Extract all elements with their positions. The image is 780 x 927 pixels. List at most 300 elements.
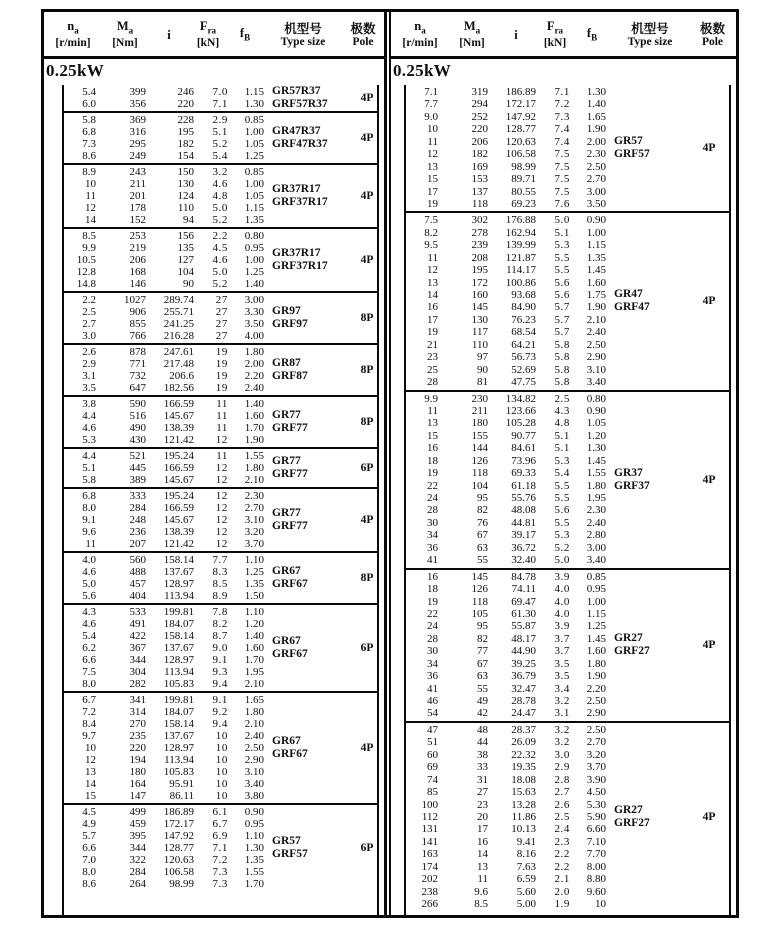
cell-ratio: 199.81 (163, 606, 194, 618)
cell-ratio: 139.99 (505, 239, 536, 252)
cell-service-factor: 1.05 (244, 138, 264, 150)
cell-output-speed: 4.9 (82, 818, 96, 830)
cell-torque: 137 (471, 185, 488, 198)
type-size-line1: GR67 (272, 565, 301, 577)
cell-radial-force: 5.5 (554, 492, 570, 504)
cell-ratio: 162.94 (505, 226, 536, 239)
cell-radial-force: 10 (215, 766, 228, 778)
cell-radial-force: 19 (215, 382, 228, 394)
cell-service-factor: 2.90 (244, 754, 264, 766)
spec-row (406, 351, 729, 363)
cell-ratio: 89.71 (511, 173, 536, 186)
cell-radial-force: 11 (216, 422, 228, 434)
spec-row (64, 370, 377, 382)
cell-torque: 284 (129, 866, 146, 878)
cell-radial-force: 7.5 (554, 160, 570, 173)
spec-rows (64, 806, 377, 890)
cell-radial-force: 7.0 (212, 86, 228, 98)
cell-radial-force: 5.6 (554, 289, 570, 301)
fb-subscript: B (591, 32, 598, 43)
cell-output-speed: 5.4 (82, 86, 96, 98)
cell-radial-force: 3.9 (554, 570, 570, 583)
cell-ratio: 44.90 (511, 645, 536, 658)
type-size-line1: GR77 (272, 409, 301, 421)
cell-output-speed: 14.8 (76, 278, 96, 290)
cell-torque: 126 (471, 454, 488, 467)
cell-torque: 445 (129, 462, 146, 474)
cell-output-speed: 202 (421, 873, 438, 886)
type-size-line1: GR57R37 (272, 85, 321, 97)
spec-row (64, 754, 377, 766)
spec-row (406, 98, 729, 110)
cell-torque: 105 (471, 607, 488, 620)
spec-row (64, 642, 377, 654)
pole-badge: 4P (360, 190, 374, 202)
col-header-torque (112, 20, 138, 51)
cell-service-factor: 1.20 (244, 618, 264, 630)
cell-ratio: 26.09 (511, 736, 536, 749)
spec-row (406, 467, 729, 479)
cell-ratio: 8.16 (516, 848, 536, 861)
cell-torque: 144 (471, 442, 488, 455)
cell-radial-force: 5.2 (212, 214, 228, 226)
spec-row (64, 230, 377, 242)
cell-radial-force: 5.0 (554, 554, 570, 567)
cell-output-speed: 28 (427, 632, 438, 645)
gear-spec-block (406, 392, 729, 570)
cell-ratio: 48.08 (511, 504, 536, 517)
cell-torque: 264 (129, 878, 146, 890)
cell-output-speed: 12 (85, 202, 96, 214)
cell-service-factor: 1.00 (244, 254, 264, 266)
cell-torque: 294 (471, 98, 488, 111)
cell-output-speed: 60 (427, 748, 438, 761)
cell-torque: 82 (477, 632, 488, 645)
cell-torque: 647 (129, 382, 146, 394)
cell-service-factor: 3.30 (244, 306, 264, 318)
gear-spec-block (64, 113, 377, 165)
cell-ratio: 195.24 (163, 490, 194, 502)
spec-row (406, 886, 729, 898)
cell-output-speed: 11 (427, 135, 438, 148)
cell-radial-force: 5.0 (554, 214, 570, 227)
cell-service-factor: 2.20 (586, 682, 606, 695)
gearmotor-spec-table (41, 9, 739, 918)
cell-ratio: 113.94 (164, 590, 194, 602)
cell-output-speed: 5.4 (82, 630, 96, 642)
cell-torque: 147 (129, 790, 146, 802)
half-divider (384, 12, 391, 915)
cell-torque: 389 (129, 474, 146, 486)
cell-ratio: 166.59 (163, 398, 194, 410)
cell-service-factor: 2.40 (244, 730, 264, 742)
cell-ratio: 113.94 (164, 666, 194, 678)
cell-radial-force: 3.2 (212, 166, 228, 178)
cell-ratio: 128.77 (505, 123, 536, 136)
cell-service-factor: 2.10 (244, 718, 264, 730)
cell-ratio: 39.25 (511, 657, 536, 670)
na-symbol: n (67, 18, 75, 33)
cell-torque: 31 (477, 773, 488, 786)
cell-ratio: 69.47 (511, 595, 536, 608)
cell-output-speed: 19 (427, 326, 438, 339)
spec-row (406, 873, 729, 885)
cell-service-factor: 1.45 (586, 264, 606, 277)
pole-badge: 4P (702, 142, 716, 155)
spec-row (64, 490, 377, 502)
spec-row (64, 878, 377, 890)
cell-service-factor: 1.90 (586, 301, 606, 314)
spec-row (406, 571, 729, 583)
cell-ratio: 55.76 (511, 492, 536, 504)
cell-torque: 590 (129, 398, 146, 410)
cell-torque: 211 (471, 404, 488, 417)
cell-torque: 145 (471, 301, 488, 314)
cell-torque: 95 (477, 620, 488, 633)
cell-ratio: 145.67 (163, 474, 194, 486)
cell-service-factor: 3.00 (586, 185, 606, 198)
spec-row (64, 514, 377, 526)
gear-spec-block (64, 605, 377, 693)
cell-service-factor: 1.60 (244, 642, 264, 654)
cell-service-factor: 6.60 (586, 823, 606, 836)
cell-service-factor: 1.15 (586, 607, 606, 620)
cell-radial-force: 7.5 (554, 148, 570, 161)
ma-symbol: M (116, 18, 129, 33)
cell-service-factor: 3.90 (586, 773, 606, 786)
cell-output-speed: 4.6 (82, 422, 96, 434)
cell-torque: 395 (129, 830, 146, 842)
cell-radial-force: 4.3 (554, 404, 570, 417)
cell-radial-force: 7.3 (212, 878, 228, 890)
cell-ratio: 135 (177, 242, 194, 254)
cell-ratio: 217.48 (163, 358, 194, 370)
cell-output-speed: 10.5 (76, 254, 96, 266)
cell-torque: 145 (471, 570, 488, 583)
cell-torque: 63 (477, 670, 488, 683)
cell-output-speed: 6.8 (82, 490, 96, 502)
cell-service-factor: 1.30 (244, 842, 264, 854)
cell-torque: 118 (471, 467, 488, 480)
cell-torque: 55 (477, 682, 488, 695)
cell-radial-force: 4.8 (554, 417, 570, 430)
spec-rows (406, 86, 729, 210)
cell-service-factor: 2.10 (244, 474, 264, 486)
cell-radial-force: 10 (215, 754, 228, 766)
spec-row (406, 455, 729, 467)
spec-row (64, 606, 377, 618)
cell-ratio: 28.78 (511, 695, 536, 707)
cell-output-speed: 34 (427, 529, 438, 542)
cell-torque: 14 (477, 848, 488, 861)
cell-output-speed: 8.0 (82, 678, 96, 690)
cell-service-factor: 1.75 (586, 289, 606, 301)
cell-torque: 67 (477, 657, 488, 670)
spec-row (406, 239, 729, 251)
spec-row (64, 730, 377, 742)
cell-service-factor: 3.50 (586, 197, 606, 210)
cell-radial-force: 8.5 (212, 578, 228, 590)
cell-output-speed: 12 (427, 264, 438, 277)
cell-radial-force: 2.8 (554, 773, 570, 786)
type-size-line2: GRF87 (272, 370, 308, 382)
type-size-label (272, 735, 308, 761)
spec-row (406, 542, 729, 554)
pole-en: Pole (352, 35, 374, 48)
cell-output-speed: 46 (427, 695, 438, 707)
cell-torque: 182 (471, 148, 488, 161)
cell-ratio: 6.59 (516, 873, 536, 886)
cell-service-factor: 2.20 (244, 370, 264, 382)
cell-output-speed: 9.9 (82, 242, 96, 254)
cell-output-speed: 8.6 (82, 150, 96, 162)
cell-ratio: 147.92 (163, 830, 194, 842)
spec-row (64, 330, 377, 342)
spec-row (406, 301, 729, 313)
cell-torque: 169 (471, 160, 488, 173)
cell-ratio: 19.35 (511, 761, 536, 774)
cell-radial-force: 5.0 (212, 202, 228, 214)
cell-ratio: 128.97 (163, 578, 194, 590)
cell-ratio: 86.11 (169, 790, 194, 802)
cell-torque: 33 (477, 761, 488, 774)
cell-radial-force: 9.4 (212, 718, 228, 730)
cell-ratio: 98.99 (511, 160, 536, 173)
cell-ratio: 80.55 (511, 185, 536, 198)
spec-row (64, 818, 377, 830)
cell-torque: 11 (477, 873, 488, 886)
spec-row (406, 430, 729, 442)
cell-ratio: 22.32 (511, 748, 536, 761)
cell-ratio: 206.6 (169, 370, 194, 382)
spec-block-stack (62, 85, 379, 915)
pole-badge: 4P (360, 514, 374, 526)
type-size-line2: GRF37R17 (272, 196, 328, 208)
cell-radial-force: 5.8 (554, 363, 570, 376)
spec-row (64, 706, 377, 718)
cell-output-speed: 23 (427, 351, 438, 364)
cell-output-speed: 8.5 (82, 230, 96, 242)
spec-row (406, 364, 729, 376)
spec-row (406, 480, 729, 492)
cell-radial-force: 5.7 (554, 313, 570, 326)
cell-service-factor: 2.50 (586, 723, 606, 736)
spec-row (406, 583, 729, 595)
cell-torque: 55 (477, 554, 488, 567)
cell-output-speed: 8.9 (82, 166, 96, 178)
spec-rows (406, 724, 729, 911)
spec-row (406, 264, 729, 276)
fra-unit: [kN] (196, 37, 220, 50)
cell-radial-force: 27 (215, 306, 228, 318)
ma-subscript: a (475, 25, 481, 36)
spec-row (406, 620, 729, 632)
cell-ratio: 114.17 (506, 264, 536, 277)
cell-output-speed: 54 (427, 707, 438, 720)
cell-radial-force: 7.4 (554, 135, 570, 148)
fra-subscript: ra (207, 25, 217, 36)
type-size-label (614, 804, 650, 830)
cell-radial-force: 11 (216, 450, 228, 462)
cell-service-factor: 3.70 (244, 538, 264, 550)
type-size-line1: GR67 (272, 635, 301, 647)
cell-ratio: 216.28 (163, 330, 194, 342)
ma-symbol: M (463, 18, 476, 33)
gear-spec-block (406, 85, 729, 213)
cell-service-factor: 2.10 (586, 313, 606, 326)
cell-radial-force: 2.9 (212, 114, 228, 126)
spec-row (406, 86, 729, 98)
cell-ratio: 32.47 (511, 682, 536, 695)
cell-service-factor: 1.90 (244, 434, 264, 446)
cell-radial-force: 27 (215, 330, 228, 342)
spec-row (64, 382, 377, 394)
cell-ratio: 121.87 (505, 251, 536, 264)
cell-torque: 341 (129, 694, 146, 706)
cell-service-factor: 1.80 (586, 479, 606, 492)
type-size-line1: GR87 (272, 357, 301, 369)
cell-radial-force: 3.7 (554, 645, 570, 658)
col-header-ratio: i (514, 28, 518, 42)
cell-radial-force: 9.4 (212, 678, 228, 690)
cell-torque: 211 (129, 178, 146, 190)
cell-service-factor: 2.50 (586, 160, 606, 173)
cell-service-factor: 1.70 (244, 878, 264, 890)
cell-ratio: 105.83 (163, 766, 194, 778)
cell-ratio: 289.74 (163, 294, 194, 306)
spec-row (406, 277, 729, 289)
cell-output-speed: 21 (427, 338, 438, 351)
cell-radial-force: 10 (215, 742, 228, 754)
cell-service-factor: 1.80 (244, 462, 264, 474)
cell-service-factor: 0.85 (586, 570, 606, 583)
cell-torque: 459 (129, 818, 146, 830)
cell-torque: 367 (129, 642, 146, 654)
fra-symbol: F (546, 18, 555, 33)
spec-row (64, 214, 377, 226)
col-header-pole (700, 22, 725, 49)
cell-torque: 76 (477, 516, 488, 529)
type-size-label (272, 835, 308, 861)
cell-torque: 180 (129, 766, 146, 778)
cell-output-speed: 41 (427, 554, 438, 567)
cell-radial-force: 8.3 (212, 566, 228, 578)
cell-service-factor: 1.45 (586, 454, 606, 467)
cell-output-speed: 51 (427, 736, 438, 749)
cell-ratio: 255.71 (163, 306, 194, 318)
spec-row (406, 111, 729, 123)
type-size-line2: GRF97 (272, 318, 308, 330)
cell-service-factor: 1.25 (586, 620, 606, 633)
cell-output-speed: 5.8 (82, 114, 96, 126)
cell-ratio: 44.81 (511, 516, 536, 529)
pole-badge: 6P (360, 842, 374, 854)
cell-service-factor: 1.30 (586, 86, 606, 98)
cell-ratio: 220 (177, 98, 194, 110)
cell-ratio: 47.75 (511, 376, 536, 389)
spec-rows (64, 114, 377, 162)
cell-service-factor: 1.70 (244, 654, 264, 666)
type-size-label (272, 357, 308, 383)
cell-ratio: 74.11 (511, 583, 536, 596)
cell-radial-force: 5.1 (212, 126, 228, 138)
cell-service-factor: 3.00 (586, 541, 606, 554)
type-size-line1: GR77 (272, 507, 301, 519)
cell-ratio: 61.18 (511, 479, 536, 492)
spec-rows (64, 86, 377, 110)
cell-radial-force: 6.9 (212, 830, 228, 842)
type-size-label (272, 125, 328, 151)
gear-spec-block (64, 85, 377, 113)
cell-ratio: 172.17 (505, 98, 536, 111)
spec-rows (64, 554, 377, 602)
type-size-line2: GRF57 (614, 148, 650, 161)
cell-torque: 67 (477, 529, 488, 542)
cell-torque: 457 (129, 578, 146, 590)
type-size-line1: GR47 (614, 288, 643, 301)
cell-radial-force: 5.6 (554, 276, 570, 289)
pole-badge: 6P (360, 642, 374, 654)
cell-service-factor: 1.30 (586, 442, 606, 455)
spec-row (64, 502, 377, 514)
cell-ratio: 121.42 (163, 538, 194, 550)
fb-symbol: f (239, 25, 245, 40)
spec-row (406, 405, 729, 417)
pole-badge: 4P (360, 132, 374, 144)
cell-ratio: 105.28 (505, 417, 536, 430)
cell-radial-force: 4.8 (212, 190, 228, 202)
spec-row (406, 774, 729, 786)
cell-torque: 164 (129, 778, 146, 790)
cell-output-speed: 10 (85, 742, 96, 754)
cell-radial-force: 2.2 (554, 848, 570, 861)
spec-row (64, 854, 377, 866)
cell-ratio: 128.97 (163, 742, 194, 754)
pole-badge: 4P (702, 639, 716, 652)
cell-output-speed: 16 (427, 301, 438, 314)
cell-torque: 490 (129, 422, 146, 434)
cell-service-factor: 1.25 (244, 266, 264, 278)
cell-torque: 44 (477, 736, 488, 749)
cell-output-speed: 13 (427, 160, 438, 173)
spec-row (64, 866, 377, 878)
cell-radial-force: 12 (215, 538, 228, 550)
cell-radial-force: 12 (215, 490, 228, 502)
spec-row (406, 749, 729, 761)
cell-output-speed: 2.9 (82, 358, 96, 370)
col-header-service-factor (587, 27, 597, 44)
pole-badge: 6P (360, 462, 374, 474)
cell-ratio: 147.92 (505, 110, 536, 123)
cell-torque: 117 (471, 326, 488, 339)
cell-radial-force: 19 (215, 370, 228, 382)
cell-radial-force: 9.1 (212, 654, 228, 666)
col-header-speed (55, 20, 90, 51)
spec-row (406, 186, 729, 198)
cell-ratio: 69.23 (511, 197, 536, 210)
cell-ratio: 106.58 (505, 148, 536, 161)
cell-output-speed: 15 (85, 790, 96, 802)
cell-torque: 220 (471, 123, 488, 136)
spec-row (406, 314, 729, 326)
cell-ratio: 104 (177, 266, 194, 278)
spec-row (64, 86, 377, 98)
cell-torque: 155 (471, 429, 488, 442)
cell-torque: 104 (471, 479, 488, 492)
cell-ratio: 7.63 (516, 860, 536, 873)
cell-service-factor: 1.70 (244, 422, 264, 434)
cell-service-factor: 1.40 (244, 630, 264, 642)
